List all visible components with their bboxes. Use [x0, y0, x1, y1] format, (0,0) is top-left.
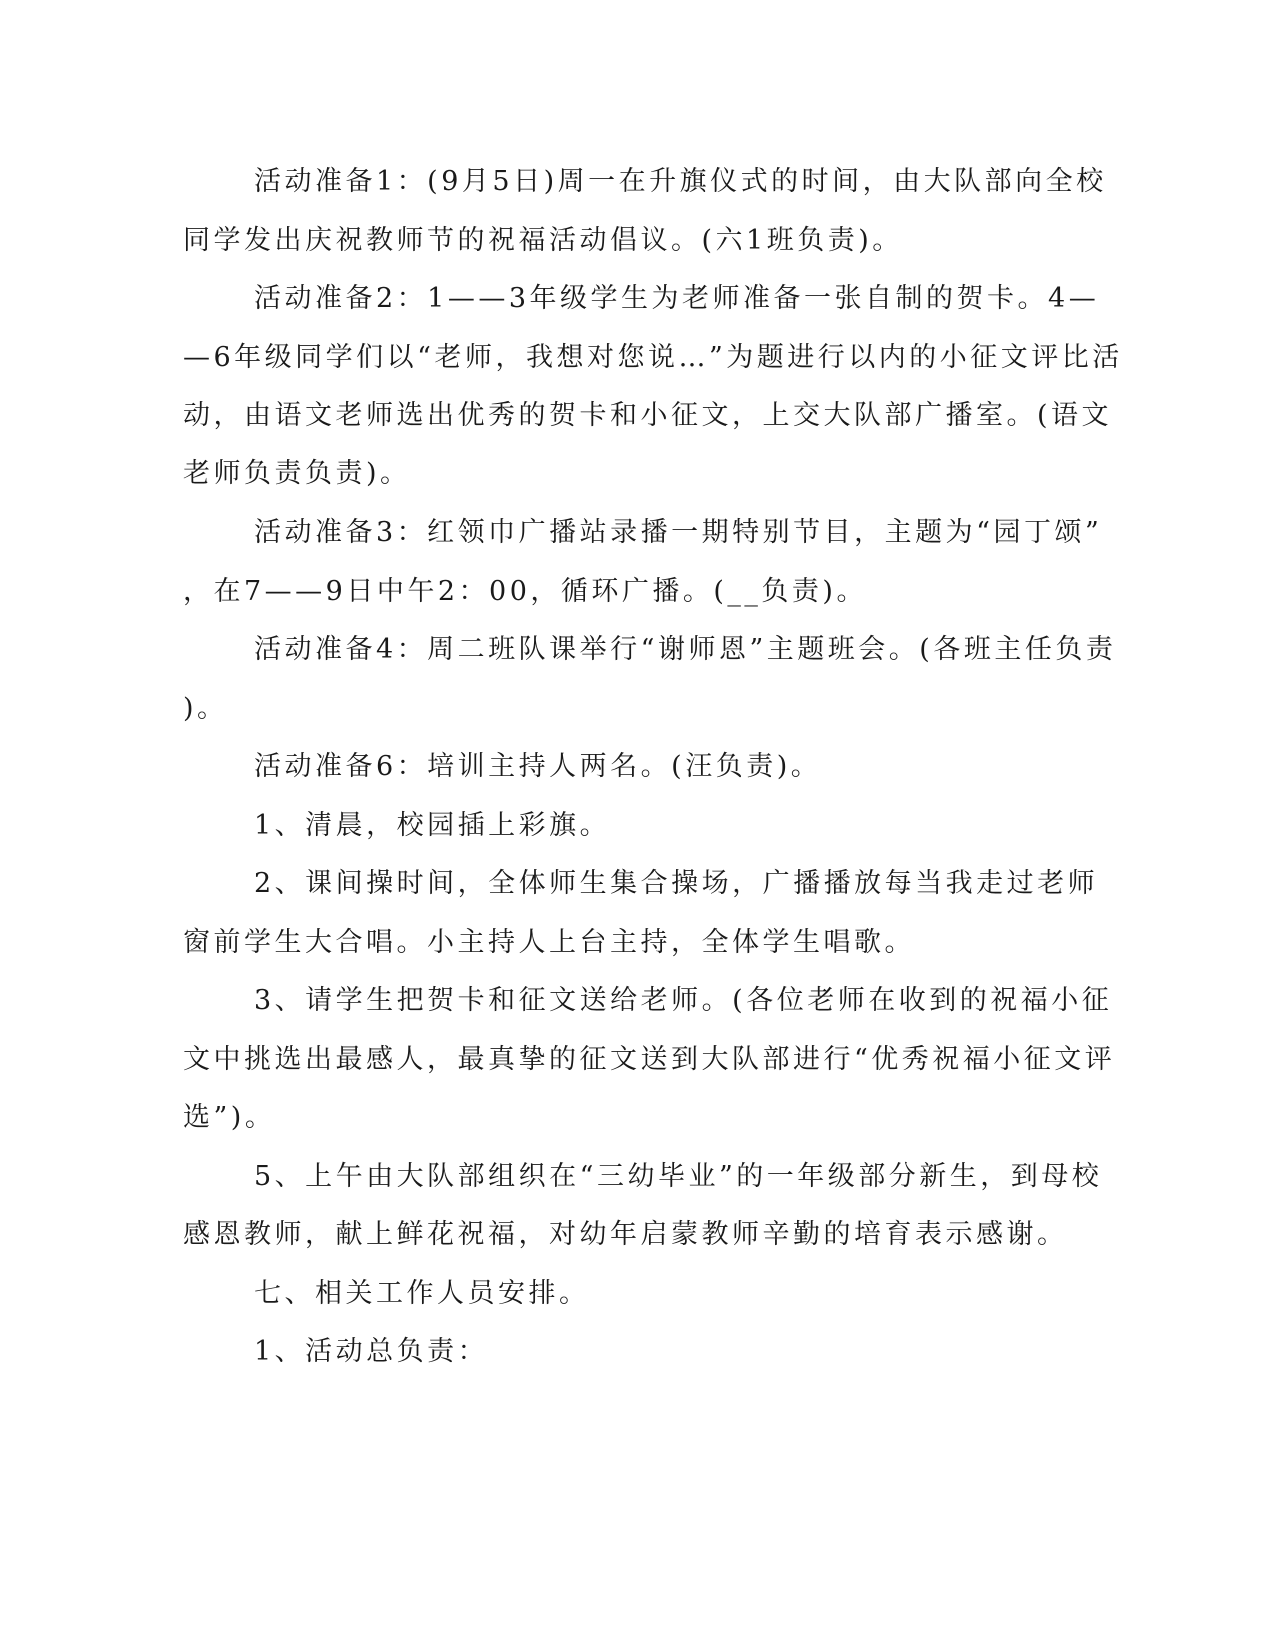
text-line: 活动准备3：红领巾广播站录播一期特别节目，主题为“园丁颂”: [254, 517, 1103, 548]
text-line: 活动准备2：1——3年级学生为老师准备一张自制的贺卡。4—: [254, 283, 1100, 314]
text-line: 文中挑选出最感人，最真挚的征文送到大队部进行“优秀祝福小征文评: [183, 1044, 1116, 1075]
text-line: 1、活动总负责：: [254, 1336, 489, 1367]
text-line: 窗前学生大合唱。小主持人上台主持，全体学生唱歌。: [183, 927, 915, 958]
text-line: 同学发出庆祝教师节的祝福活动倡议。(六1班负责)。: [183, 225, 903, 256]
text-line: )。: [183, 693, 228, 724]
text-line: 七、相关工作人员安排。: [254, 1278, 590, 1309]
text-line: 1、清晨，校园插上彩旗。: [254, 810, 611, 841]
text-line: 5、上午由大队部组织在“三幼毕业”的一年级部分新生，到母校: [254, 1161, 1103, 1192]
text-line: 活动准备1：(9月5日)周一在升旗仪式的时间，由大队部向全校: [254, 166, 1107, 197]
text-line: 活动准备6：培训主持人两名。(汪负责)。: [254, 751, 822, 782]
text-line: 2、课间操时间，全体师生集合操场，广播播放每当我走过老师: [254, 868, 1099, 899]
text-line: 老师负责负责)。: [183, 458, 411, 489]
text-line: ，在7——9日中午2：00，循环广播。(__负责)。: [183, 576, 867, 607]
text-line: 活动准备4：周二班队课举行“谢师恩”主题班会。(各班主任负责: [254, 634, 1117, 665]
text-line: 选”)。: [183, 1102, 276, 1133]
text-line: 3、请学生把贺卡和征文送给老师。(各位老师在收到的祝福小征: [254, 985, 1113, 1016]
text-line: 动，由语文老师选出优秀的贺卡和小征文，上交大队部广播室。(语文: [183, 400, 1113, 431]
text-line: —6年级同学们以“老师，我想对您说…”为题进行以内的小征文评比活: [183, 342, 1123, 373]
text-line: 感恩教师，献上鲜花祝福，对幼年启蒙教师辛勤的培育表示感谢。: [183, 1219, 1068, 1250]
